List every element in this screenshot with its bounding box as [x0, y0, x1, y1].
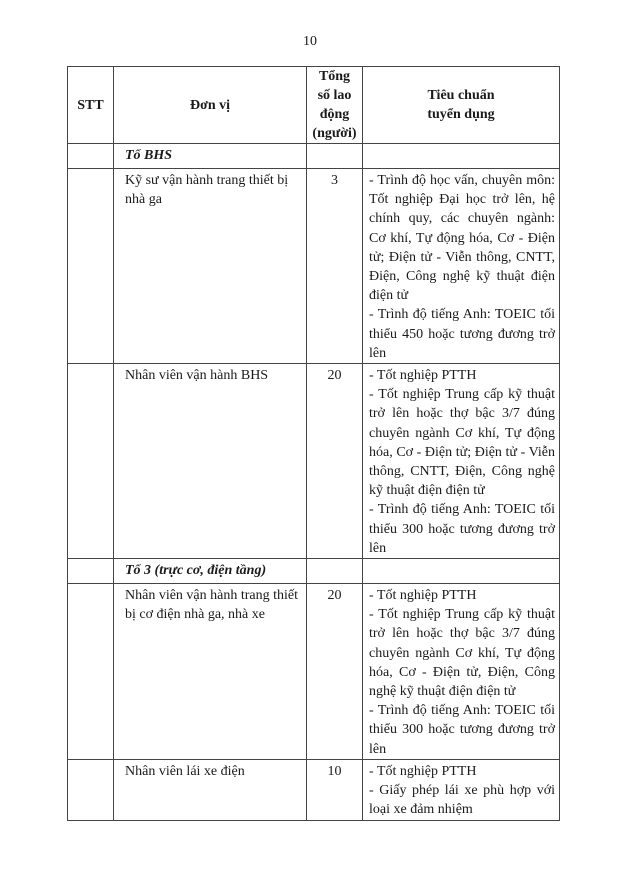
criteria-item: - Trình độ học vấn, chuyên môn: Tốt nghiệp Đại học trở lên, hệ chính quy, các chuyên ngành: Cơ khí, Tự động hóa, Cơ - Điện tử; Điện tử - Viễn thông, CNTT, Điện, Công nghệ kỹ thuật điện điện tử: [369, 173, 555, 304]
stt-cell: [68, 584, 114, 760]
total-cell: [307, 559, 363, 584]
header-total-line2: số lao: [317, 88, 352, 103]
table-row: [68, 584, 560, 760]
section-row: [68, 559, 560, 584]
stt-cell: [68, 144, 114, 169]
header-criteria-line2: tuyển dụng: [427, 107, 495, 122]
stt-cell: [68, 169, 114, 364]
header-criteria: [363, 67, 560, 144]
stt-cell: [68, 759, 114, 820]
header-total: [307, 67, 363, 144]
criteria-cell: [363, 584, 560, 760]
header-total-line1: Tổng: [318, 69, 351, 84]
header-criteria-line1: Tiêu chuẩn: [427, 88, 495, 103]
section-title: Tổ BHS: [114, 144, 307, 169]
unit-cell: Nhân viên lái xe điện: [114, 759, 307, 820]
criteria-item: - Trình độ tiếng Anh: TOEIC tối thiểu 450 hoặc tương đương trở lên: [369, 307, 555, 361]
table-header-row: [68, 67, 560, 144]
header-stt: STT: [68, 67, 114, 144]
section-row: [68, 144, 560, 169]
total-cell: [307, 144, 363, 169]
total-cell: 20: [307, 584, 363, 760]
header-unit: Đơn vị: [114, 67, 307, 144]
criteria-cell: [363, 364, 560, 559]
unit-cell: Nhân viên vận hành trang thiết bị cơ điện nhà ga, nhà xe: [114, 584, 307, 760]
header-total-line3: động: [319, 107, 350, 122]
criteria-cell: [363, 169, 560, 364]
table-row: [68, 364, 560, 559]
criteria-item: - Tốt nghiệp PTTH: [369, 588, 477, 604]
criteria-item: - Tốt nghiệp Trung cấp kỹ thuật trở lên hoặc thợ bậc 3/7 đúng chuyên ngành Cơ khí, Tự động hóa, Cơ - Điện tử; Điện tử - Viễn thông, CNTT, Điện, Công nghệ kỹ thuật điện điện tử: [369, 387, 555, 499]
total-cell: 3: [307, 169, 363, 364]
criteria-item: - Tốt nghiệp PTTH: [369, 763, 477, 779]
criteria-item: - Trình độ tiếng Anh: TOEIC tối thiểu 300 hoặc tương đương trở lên: [369, 703, 555, 757]
criteria-cell: [363, 144, 560, 169]
section-title: Tổ 3 (trực cơ, điện tầng): [114, 559, 307, 584]
criteria-item: - Tốt nghiệp Trung cấp kỹ thuật trở lên hoặc thợ bậc 3/7 đúng chuyên ngành Cơ khí, Tự động hóa, Cơ - Điện tử, Điện, Công nghệ kỹ thuật điện điện tử: [369, 607, 555, 700]
stt-cell: [68, 559, 114, 584]
total-cell: 10: [307, 759, 363, 820]
table-row: [68, 759, 560, 820]
total-cell: 20: [307, 364, 363, 559]
unit-cell: Kỹ sư vận hành trang thiết bị nhà ga: [114, 169, 307, 364]
table-row: [68, 169, 560, 364]
criteria-cell: [363, 759, 560, 820]
criteria-cell: [363, 559, 560, 584]
stt-cell: [68, 364, 114, 559]
header-total-line4: (người): [312, 126, 357, 141]
page-number: 10: [303, 34, 317, 49]
unit-cell: Nhân viên vận hành BHS: [114, 364, 307, 559]
recruitment-table: [67, 66, 560, 821]
criteria-item: - Giấy phép lái xe phù hợp với loại xe đảm nhiệm: [369, 783, 555, 818]
criteria-item: - Trình độ tiếng Anh: TOEIC tối thiểu 300 hoặc tương đương trở lên: [369, 502, 555, 556]
criteria-item: - Tốt nghiệp PTTH: [369, 368, 477, 384]
